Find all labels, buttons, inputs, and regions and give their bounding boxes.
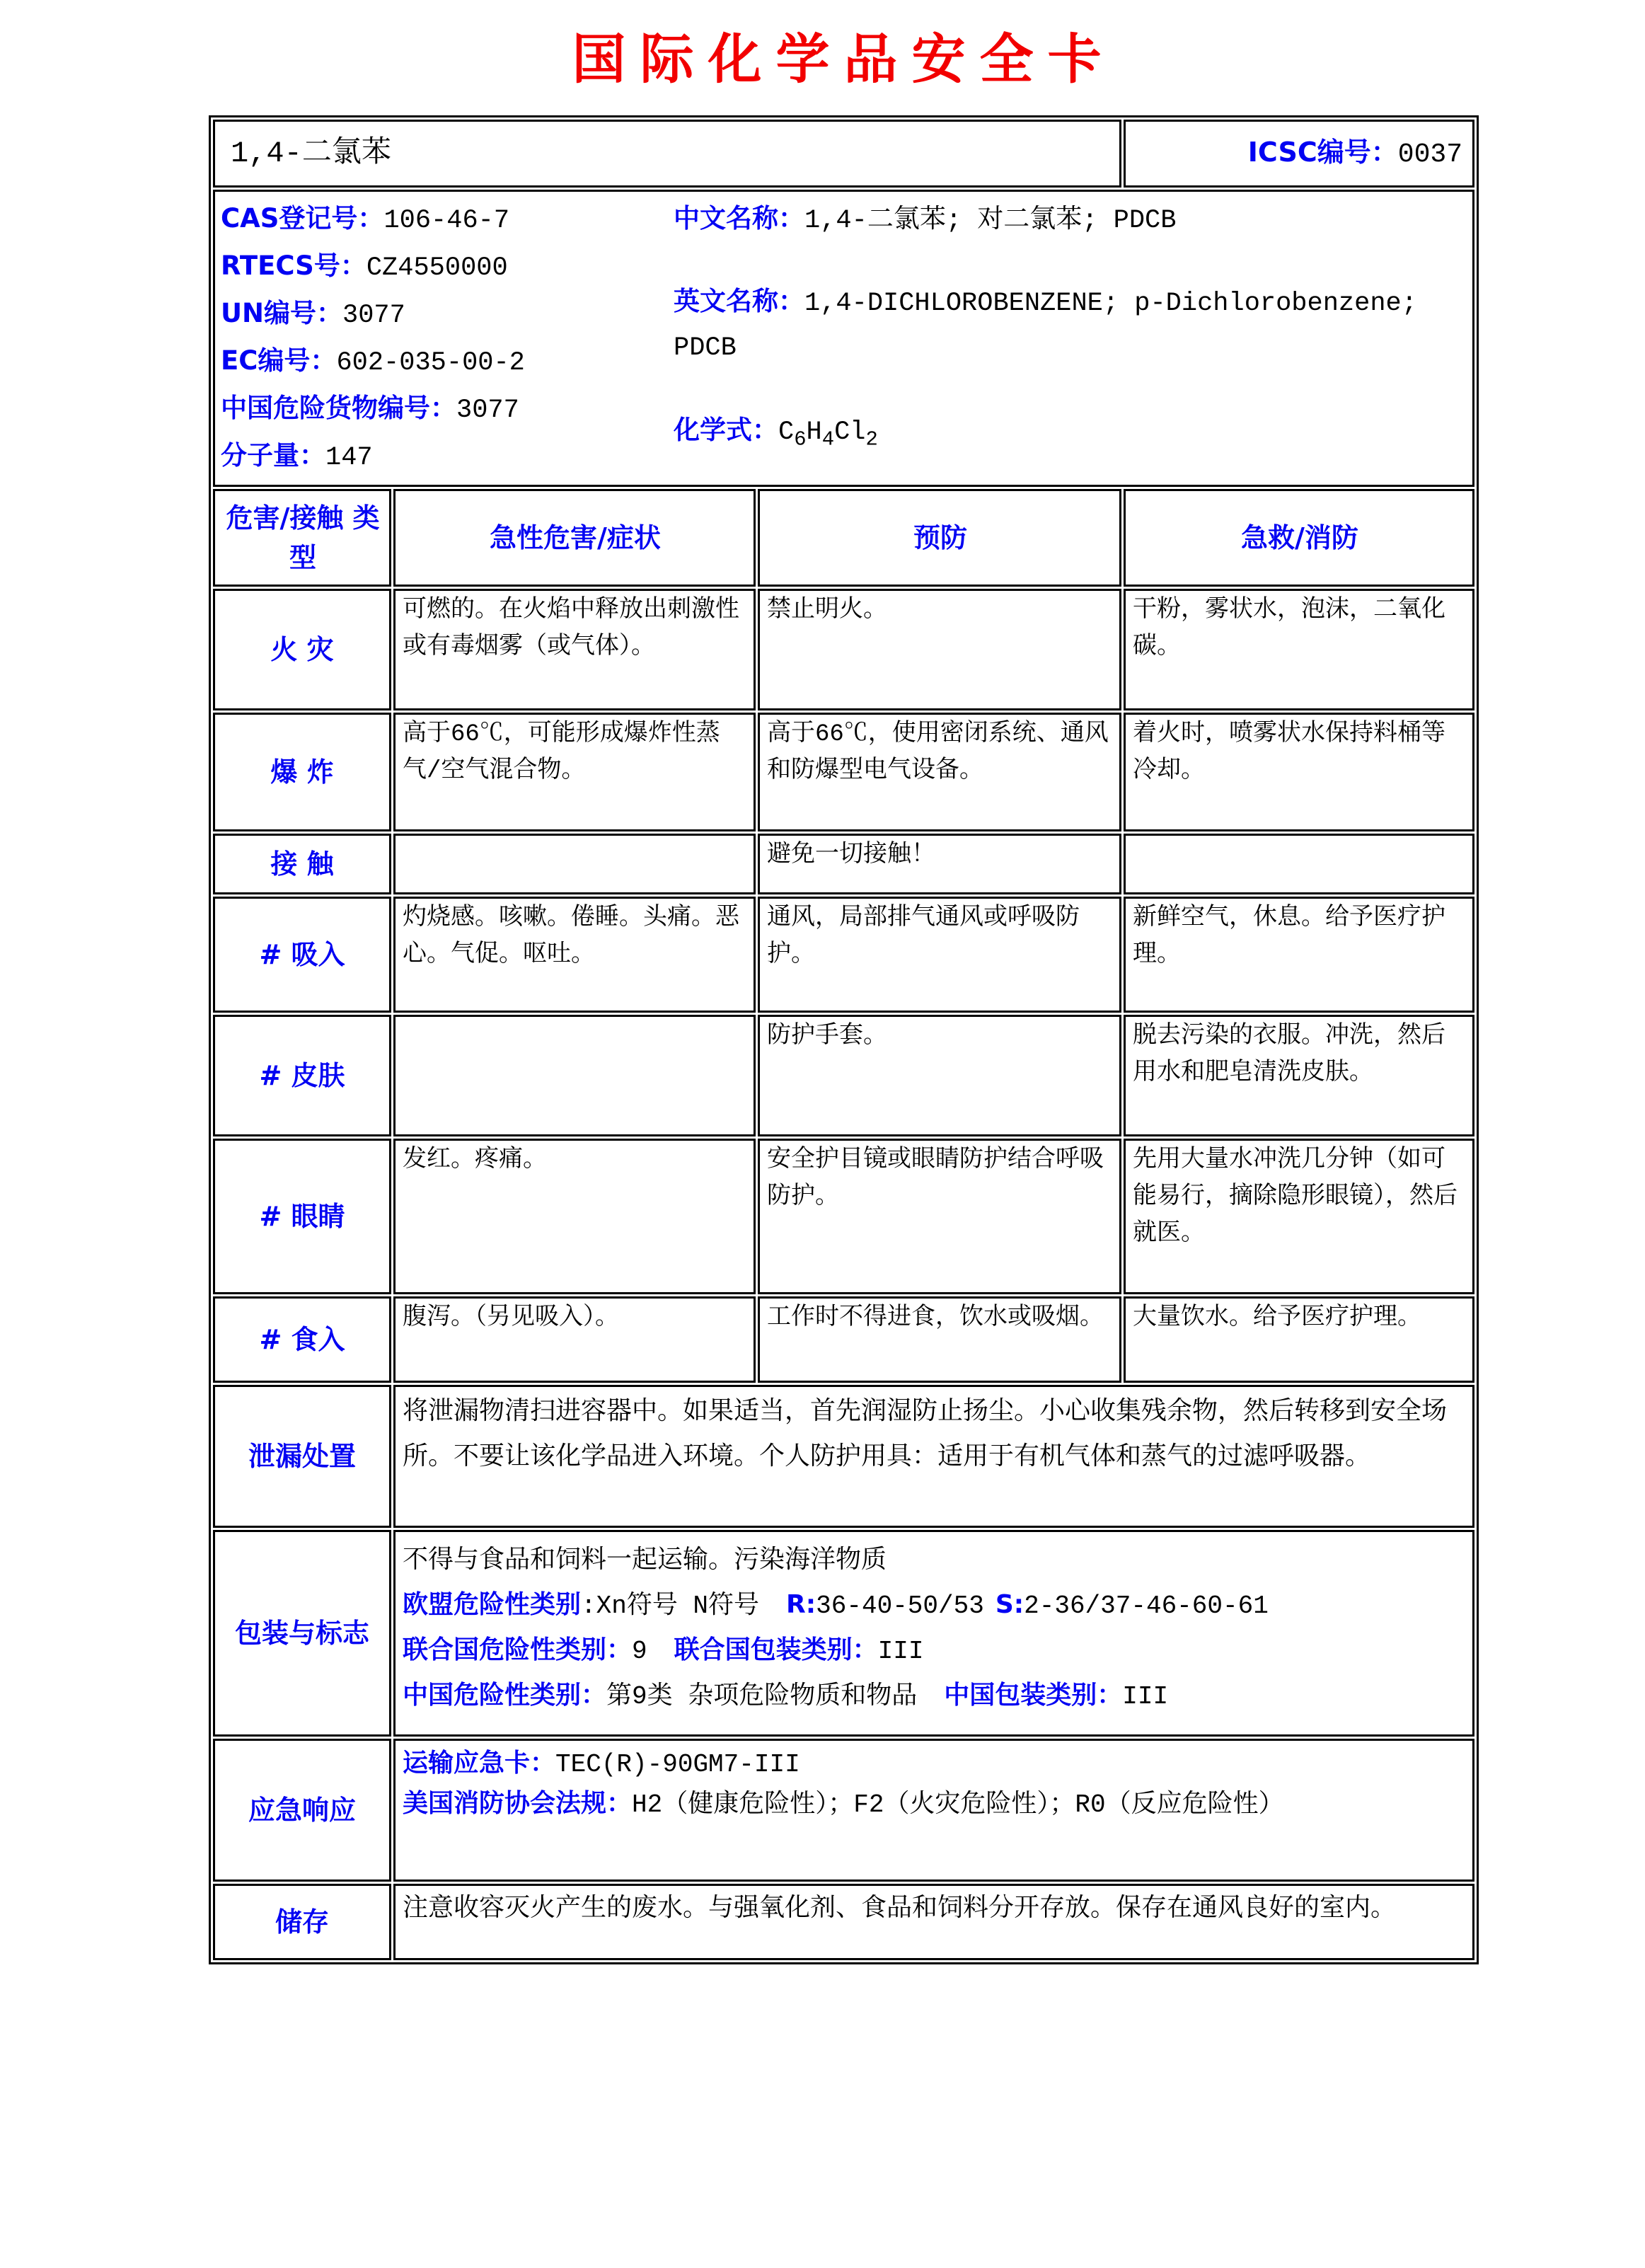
transport-emergency-card-line: 运输应急卡：TEC(R)-90GM7-III [403,1749,800,1779]
chemical-formula-value: $C_6H_4Cl_2$ [778,418,878,451]
header-prevention: 预防 [758,489,1121,587]
emergency-response-row [213,1739,1474,1882]
identification-cell [213,190,1474,487]
hazard-row-inhalation [213,897,1474,1013]
emergency-response-label: 应急响应 [213,1739,391,1882]
hazard-table-header-row [213,489,1474,587]
packaging-labelling-content [393,1530,1474,1737]
hazard-row-fire [213,589,1474,710]
header-hazard-type: 危害/接触 类型 [213,489,391,587]
eyes-prevention: 安全护目镜或眼睛防护结合呼吸防护。 [758,1139,1121,1294]
icsc-card-table [209,115,1479,1964]
hazard-row-eyes [213,1139,1474,1294]
identification-row [213,190,1474,487]
nfpa-code-line: 美国消防协会法规：H2（健康危险性）；F2（火灾危险性）；R0（反应危险性） [403,1789,1284,1819]
inhalation-prevention: 通风，局部排气通风或呼吸防护。 [758,897,1121,1013]
icsc-number-cell [1124,120,1474,188]
skin-symptoms [393,1015,756,1136]
eyes-symptoms: 发红。疼痛。 [393,1139,756,1294]
emergency-response-content [393,1739,1474,1882]
contact-label: 接 触 [213,834,391,894]
icsc-value: 0037 [1397,139,1462,170]
contact-symptoms [393,834,756,894]
molecular-weight-line: 分子量：147 [221,440,373,473]
explosion-first-aid: 着火时，喷雾状水保持料桶等冷却。 [1124,713,1474,831]
eyes-first-aid: 先用大量水冲洗几分钟（如可能易行，摘除隐形眼镜），然后就医。 [1124,1139,1474,1294]
storage-label: 储存 [213,1884,391,1960]
ec-number-line: EC编号：602-035-00-2 [221,345,525,378]
ingestion-first-aid: 大量饮水。给予医疗护理。 [1124,1296,1474,1383]
hazard-row-skin [213,1015,1474,1136]
cas-number-line: CAS登记号：106-46-7 [221,203,510,236]
fire-symptoms: 可燃的。在火焰中释放出刺激性或有毒烟雾（或气体）。 [393,589,756,710]
explosion-symptoms: 高于66℃，可能形成爆炸性蒸气/空气混合物。 [393,713,756,831]
hazard-row-ingestion [213,1296,1474,1383]
ingestion-symptoms: 腹泻。（另见吸入）。 [393,1296,756,1383]
explosion-prevention: 高于66℃，使用密闭系统、通风和防爆型电气设备。 [758,713,1121,831]
un-class-line: 联合国危险性类别：9 联合国包装类别：III [403,1635,924,1666]
s-phrases-value: 2-36/37-46-60-61 [1024,1591,1269,1621]
fire-label: 火 灾 [213,589,391,710]
icsc-label: ICSC编号： [1247,137,1398,168]
s-phrases-label: S: [995,1590,1024,1619]
storage-row [213,1884,1474,1960]
skin-first-aid: 脱去污染的衣服。冲洗，然后用水和肥皂清洗皮肤。 [1124,1015,1474,1136]
skin-label: # 皮肤 [213,1015,391,1136]
ingestion-prevention: 工作时不得进食，饮水或吸烟。 [758,1296,1121,1383]
fire-first-aid: 干粉，雾状水，泡沫，二氧化碳。 [1124,589,1474,710]
transport-note-line: 不得与食品和饲料一起运输。污染海洋物质 [403,1546,887,1575]
packaging-labelling-row [213,1530,1474,1737]
hazard-row-contact [213,834,1474,894]
storage-text: 注意收容灭火产生的废水。与强氧化剂、食品和饲料分开存放。保存在通风良好的室内。 [393,1884,1474,1960]
contact-first-aid [1124,834,1474,894]
china-dg-number-line: 中国危险货物编号：3077 [221,393,519,425]
spill-disposal-label: 泄漏处置 [213,1385,391,1528]
names-block [674,196,1467,480]
spill-disposal-text: 将泄漏物清扫进容器中。如果适当，首先润湿防止扬尘。小心收集残余物，然后转移到安全场所。不要让该化学品进入环境。个人防护用具：适用于有机气体和蒸气的过滤呼吸器。 [393,1385,1474,1528]
header-first-aid: 急救/消防 [1124,489,1474,587]
card-header-row [213,120,1474,188]
un-number-line: UN编号：3077 [221,298,405,330]
inhalation-symptoms: 灼烧感。咳嗽。倦睡。头痛。恶心。气促。呕吐。 [393,897,756,1013]
skin-prevention: 防护手套。 [758,1015,1121,1136]
explosion-label: 爆 炸 [213,713,391,831]
english-name-line: 英文名称：1,4-DICHLOROBENZENE; p-Dichlorobenzene; PDCB [674,286,1417,363]
inhalation-label: # 吸入 [213,897,391,1013]
inhalation-first-aid: 新鲜空气，休息。给予医疗护理。 [1124,897,1474,1013]
eyes-label: # 眼睛 [213,1139,391,1294]
ingestion-label: # 食入 [213,1296,391,1383]
spill-disposal-row [213,1385,1474,1528]
r-phrases-value: 36-40-50/53 [816,1591,984,1621]
chinese-name-line: 中文名称：1,4-二氯苯; 对二氯苯; PDCB [674,203,1177,236]
eu-hazard-class-line: 欧盟危险性类别:Xn符号 N符号 R:36-40-50/53 S:2-36/37-46-60-61 [403,1590,1269,1621]
packaging-labelling-label: 包装与标志 [213,1530,391,1737]
hazard-row-explosion [213,713,1474,831]
header-acute-symptoms: 急性危害/症状 [393,489,756,587]
fire-prevention: 禁止明火。 [758,589,1121,710]
r-phrases-label: R: [786,1590,816,1619]
identifier-list [221,196,674,480]
cn-class-line: 中国危险性类别：第9类 杂项危险物质和物品 中国包装类别：III [403,1681,1169,1711]
chemical-name: 1,4-二氯苯 [213,120,1121,188]
chemical-formula-line: 化学式：$C_6H_4Cl_2$ [674,415,878,451]
page-title: 国际化学品安全卡 [572,28,1116,91]
contact-prevention: 避免一切接触！ [758,834,1121,894]
rtecs-number-line: RTECS号：CZ4550000 [221,251,508,283]
